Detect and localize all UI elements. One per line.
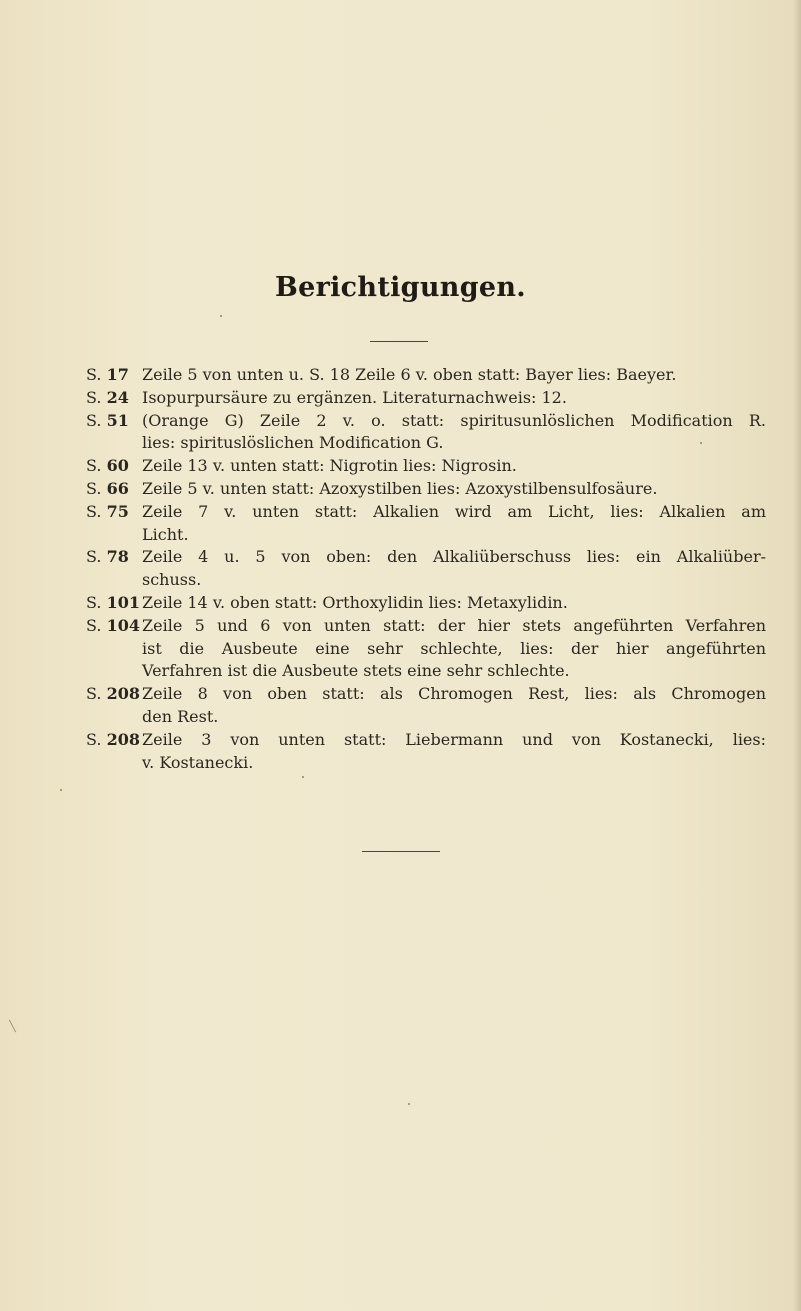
page-prefix: S.	[86, 547, 102, 567]
page-reference	[86, 501, 142, 524]
print-speck	[220, 315, 222, 317]
correction-entry	[86, 592, 766, 615]
page-edge-shadow	[793, 0, 801, 1311]
page-prefix: S.	[86, 410, 102, 430]
text-line: Zeile 5 v. unten statt: Azoxystilben lies: Azoxystilbensulfosäure.	[142, 478, 658, 498]
page-reference	[86, 615, 142, 638]
page-prefix: S.	[86, 501, 102, 521]
text-line: Zeile 4 u. 5 von oben: den Alkaliüberschuss lies: ein Alkaliüber-	[142, 547, 766, 567]
correction-text	[142, 683, 766, 729]
page-prefix: S.	[86, 592, 102, 612]
correction-text	[142, 546, 766, 592]
page-number: 24	[106, 387, 129, 407]
page-reference	[86, 546, 142, 569]
correction-entry	[86, 683, 766, 729]
page-number: 17	[106, 365, 129, 384]
correction-text	[142, 387, 766, 410]
page-prefix: S.	[86, 684, 102, 704]
correction-text	[142, 455, 766, 478]
text-line: schuss.	[142, 570, 202, 590]
text-line: Zeile 5 und 6 von unten statt: der hier stets angeführten Verfahren	[142, 615, 766, 635]
page-title: Berichtigungen.	[274, 272, 526, 303]
correction-text	[142, 729, 766, 775]
page-reference	[86, 683, 142, 706]
page-number: 104	[106, 615, 140, 635]
text-line: lies: spirituslöslichen Modification G.	[142, 433, 444, 453]
page-prefix: S.	[86, 365, 102, 384]
correction-text	[142, 592, 766, 615]
page-prefix: S.	[86, 478, 102, 498]
text-line: Zeile 8 von oben statt: als Chromogen Rest, lies: als Chromogen	[142, 684, 766, 704]
page-reference	[86, 729, 142, 752]
corrections-list	[86, 364, 766, 774]
page-number: 208	[106, 684, 140, 704]
correction-entry	[86, 455, 766, 478]
page-number: 75	[106, 501, 129, 521]
page-reference	[86, 478, 142, 501]
correction-text	[142, 478, 766, 501]
correction-entry	[86, 729, 766, 775]
page-prefix: S.	[86, 456, 102, 476]
print-speck	[408, 1103, 410, 1105]
page-number: 78	[106, 547, 129, 567]
page-reference	[86, 455, 142, 478]
correction-entry	[86, 410, 766, 456]
page-reference	[86, 410, 142, 433]
page-prefix: S.	[86, 729, 102, 749]
text-line: Zeile 7 v. unten statt: Alkalien wird am Licht, lies: Alkalien am	[142, 501, 766, 521]
correction-entry	[86, 546, 766, 592]
page-number: 101	[106, 592, 140, 612]
page-reference	[86, 592, 142, 615]
title-divider	[370, 341, 428, 342]
page-number: 208	[106, 729, 140, 749]
page-prefix: S.	[86, 615, 102, 635]
page-reference	[86, 387, 142, 410]
text-line: Zeile 13 v. unten statt: Nigrotin lies: Nigrosin.	[142, 456, 517, 476]
text-line: ist die Ausbeute eine sehr schlechte, lies: der hier angeführten	[142, 638, 766, 658]
page-prefix: S.	[86, 387, 102, 407]
page-number: 60	[106, 456, 129, 476]
correction-text	[142, 501, 766, 547]
text-line: Zeile 14 v. oben statt: Orthoxylidin lies: Metaxylidin.	[142, 592, 568, 612]
page-number: 51	[106, 410, 129, 430]
correction-text	[142, 410, 766, 456]
text-line: Licht.	[142, 524, 189, 544]
text-line: Isopurpursäure zu ergänzen. Literaturnachweis: 12.	[142, 387, 567, 407]
text-line: v. Kostanecki.	[142, 752, 254, 772]
print-speck	[302, 776, 304, 778]
text-line: Verfahren ist die Ausbeute stets eine sehr schlechte.	[142, 661, 570, 681]
correction-entry	[86, 364, 766, 387]
correction-text	[142, 615, 766, 683]
text-line: Zeile 5 von unten u. S. 18 Zeile 6 v. oben statt: Bayer lies: Baeyer.	[142, 365, 677, 384]
correction-entry	[86, 501, 766, 547]
margin-mark	[9, 1020, 16, 1033]
print-speck	[700, 442, 702, 444]
correction-entry	[86, 387, 766, 410]
text-line: den Rest.	[142, 706, 219, 726]
correction-text	[142, 364, 766, 387]
correction-entry	[86, 615, 766, 683]
text-line: Zeile 3 von unten statt: Liebermann und von Kostanecki, lies:	[142, 729, 766, 749]
end-divider	[362, 851, 440, 852]
page-number: 66	[106, 478, 129, 498]
text-line: (Orange G) Zeile 2 v. o. statt: spiritusunlöslichen Modification R.	[142, 410, 766, 430]
print-speck	[60, 789, 62, 791]
correction-entry	[86, 478, 766, 501]
page-reference	[86, 364, 142, 387]
